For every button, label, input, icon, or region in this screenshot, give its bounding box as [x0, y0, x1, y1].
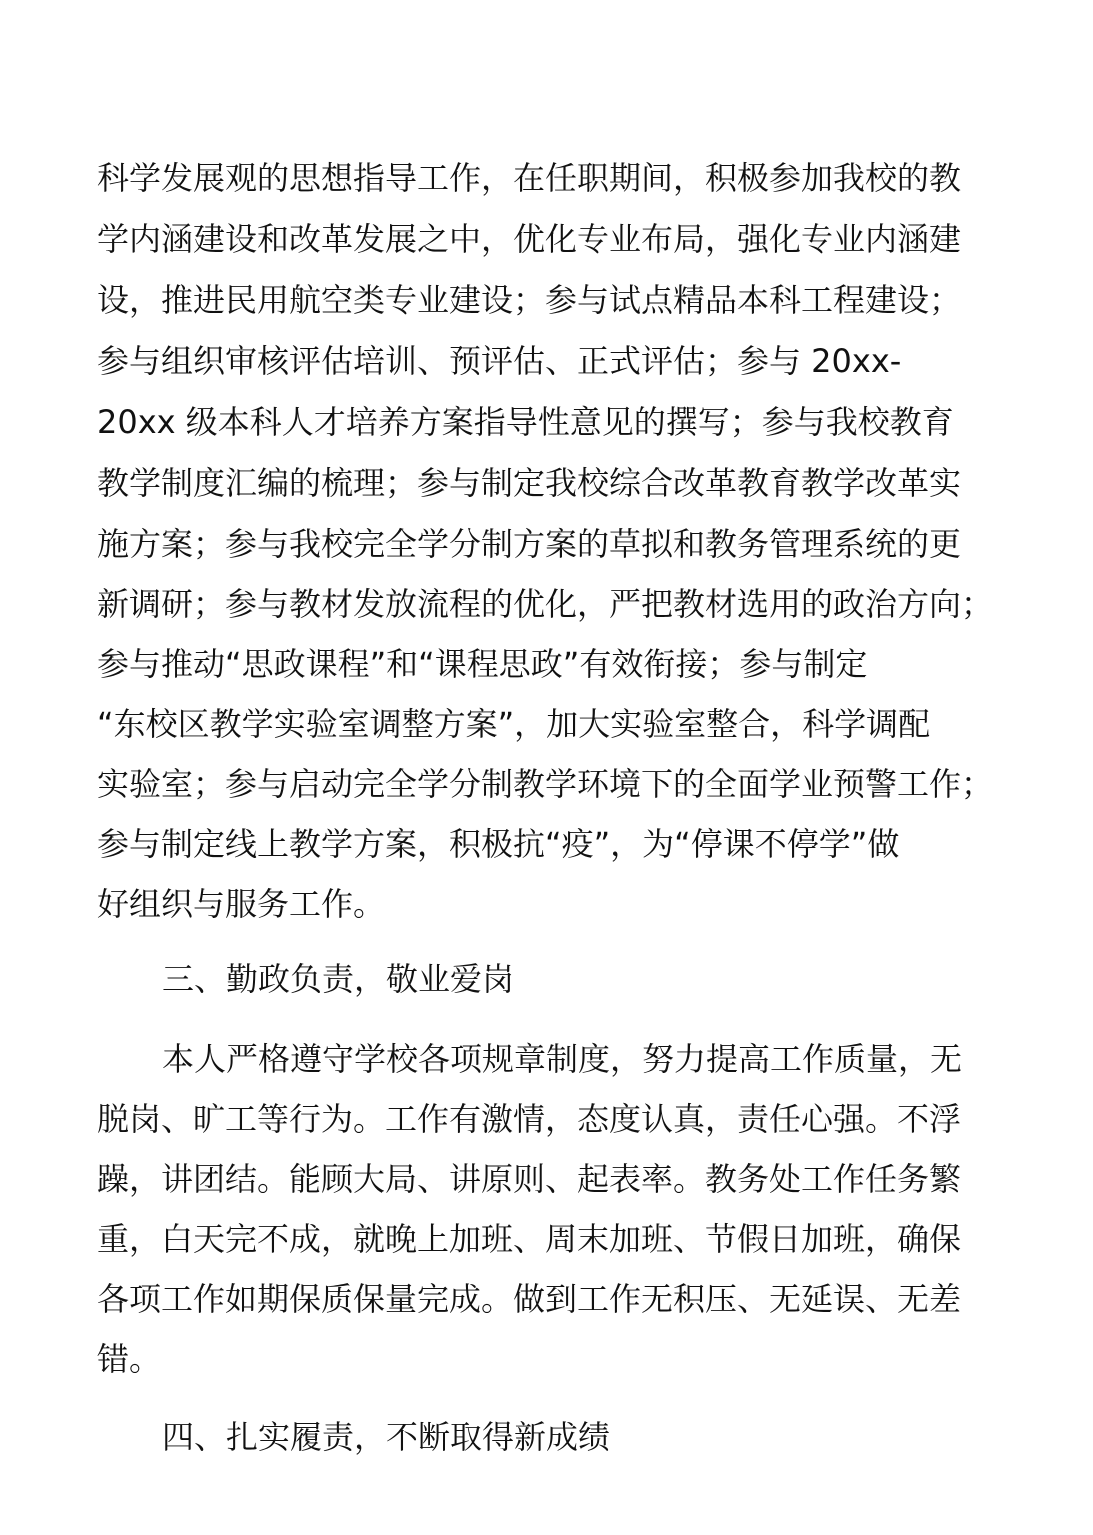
body-text-line: 设，推进民用航空类专业建设；参与试点精品本科工程建设； — [97, 281, 962, 319]
body-text-line: 参与推动“思政课程”和“课程思政”有效衔接；参与制定 — [97, 645, 868, 683]
paragraph-first-line: 本人严格遵守学校各项规章制度，努力提高工作质量，无 — [162, 1040, 963, 1078]
section-heading: 三、勤政负责，敬业爱岗 — [162, 960, 515, 998]
body-text-line: 错。 — [97, 1340, 162, 1378]
body-text-line: 学内涵建设和改革发展之中，优化专业布局，强化专业内涵建 — [97, 220, 962, 258]
body-text-line: 施方案；参与我校完全学分制方案的草拟和教务管理系统的更 — [97, 525, 962, 563]
body-text-line: 实验室；参与启动完全学分制教学环境下的全面学业预警工作； — [97, 765, 994, 803]
body-text-line: 参与制定线上教学方案，积极抗“疫”，为“停课不停学”做 — [97, 825, 900, 863]
body-text-line: 躁，讲团结。能顾大局、讲原则、起表率。教务处工作任务繁 — [97, 1160, 962, 1198]
body-text-line: 科学发展观的思想指导工作，在任职期间，积极参加我校的教 — [97, 159, 962, 197]
body-text-line: 脱岗、旷工等行为。工作有激情，态度认真，责任心强。不浮 — [97, 1100, 962, 1138]
body-text-line: 参与组织审核评估培训、预评估、正式评估；参与 20xx- — [97, 342, 902, 380]
body-text-line: 新调研；参与教材发放流程的优化，严把教材选用的政治方向； — [97, 585, 994, 623]
body-text-line: 教学制度汇编的梳理；参与制定我校综合改革教育教学改革实 — [97, 464, 962, 502]
body-text-line: 各项工作如期保质保量完成。做到工作无积压、无延误、无差 — [97, 1280, 962, 1318]
body-text-line: “东校区教学实验室调整方案”，加大实验室整合，科学调配 — [97, 705, 931, 743]
body-text-line: 重，白天完不成，就晚上加班、周末加班、节假日加班，确保 — [97, 1220, 962, 1258]
body-text-line: 好组织与服务工作。 — [97, 885, 386, 923]
body-text-line: 20xx 级本科人才培养方案指导性意见的撰写；参与我校教育 — [97, 403, 954, 441]
section-heading: 四、扎实履责，不断取得新成绩 — [162, 1418, 611, 1456]
